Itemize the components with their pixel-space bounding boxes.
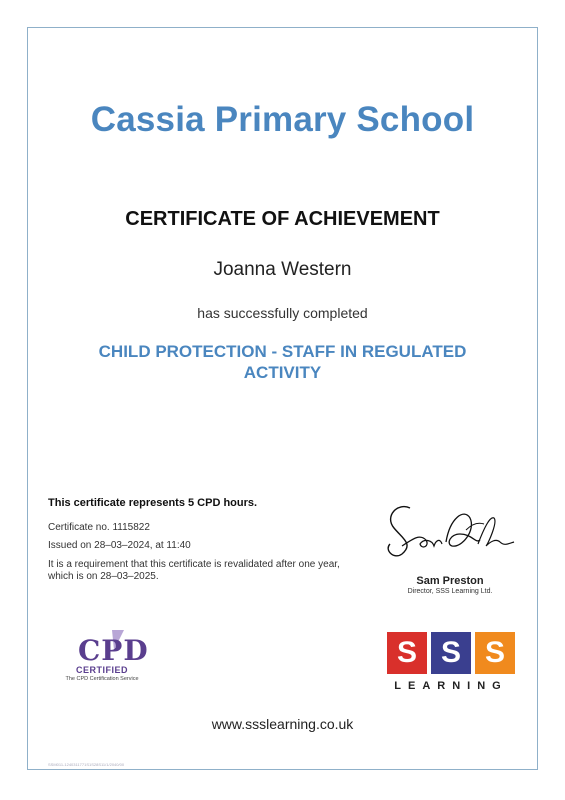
footer-code: SSM011-1240311771S1S28S11/1/2040/00 [48,762,125,767]
signatory-name: Sam Preston [416,575,484,587]
sss-letter-2: S [431,632,471,674]
course-title: CHILD PROTECTION - STAFF IN REGULATED ACTIVITY [98,342,467,382]
recipient-name: Joanna Western [213,259,352,280]
cpd-mark: CPD [78,634,149,667]
cpd-hours-text: This certificate represents 5 CPD hours. [48,497,258,509]
certificate-number: Certificate no. 1115822 [48,522,150,533]
cpd-certified-logo [62,628,149,690]
sss-letter-3: S [475,632,515,674]
sss-learning-logo [387,632,515,698]
certificate-title: CERTIFICATE OF ACHIEVEMENT [125,208,440,230]
sss-letter-1: S [387,632,427,674]
signatory-role: Director, SSS Learning Ltd. [407,588,493,595]
revalidation-requirement: It is a requirement that this certificate is revalidated after one year, which is on 28–03–2025. [48,559,340,582]
cpd-service-text: The CPD Certification Service [65,676,139,682]
sss-learning-word: LEARNING [394,680,508,692]
completion-text: has successfully completed [197,305,368,321]
website-link[interactable]: www.ssslearning.co.uk [211,716,354,732]
signature-image [380,488,520,568]
cpd-certified-text: CERTIFIED [75,665,128,675]
school-name: Cassia Primary School [90,100,475,139]
issued-date: Issued on 28–03–2024, at 11:40 [48,540,191,551]
